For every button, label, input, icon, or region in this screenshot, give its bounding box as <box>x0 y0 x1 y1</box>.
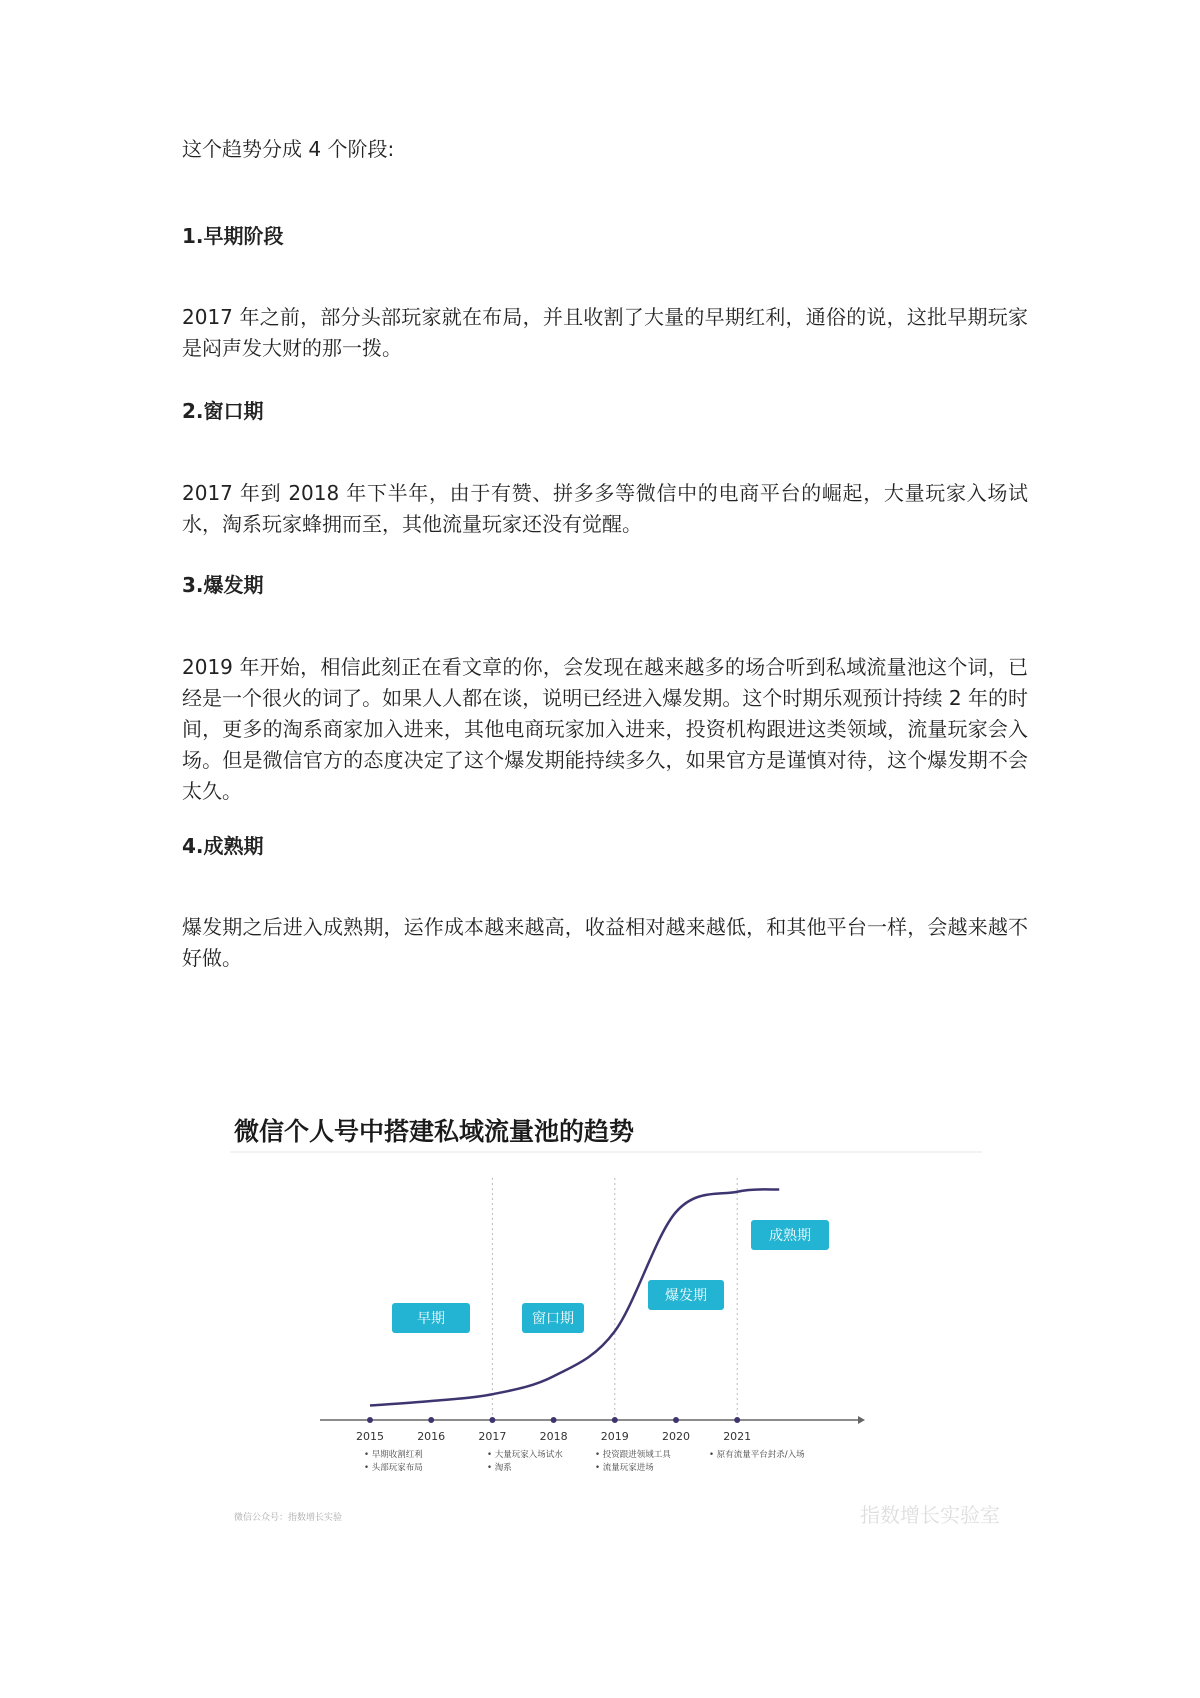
stage-label-1: 早期 <box>417 1311 445 1327</box>
section-heading-window: 2.窗口期 <box>182 399 264 423</box>
note-2017-2: • 淘系 <box>487 1463 512 1473</box>
axis-point-2016 <box>428 1417 434 1423</box>
note-2019-1: • 投资跟进领域工具 <box>595 1450 671 1460</box>
stage-box-4 <box>751 1220 829 1250</box>
axis-point-2018 <box>551 1417 557 1423</box>
note-2017-1: • 大量玩家入场试水 <box>487 1450 563 1460</box>
axis-point-2017 <box>489 1417 495 1423</box>
section-body-early: 2017 年之前，部分头部玩家就在布局，并且收割了大量的早期红利，通俗的说，这批早期玩家是闷声发大财的那一拨。 <box>182 305 1028 360</box>
stage-label-2: 窗口期 <box>532 1311 574 1327</box>
intro-text: 这个趋势分成 4 个阶段: <box>182 137 395 161</box>
stage-box-1 <box>392 1303 470 1333</box>
note-2019-2: • 流量玩家进场 <box>595 1463 654 1473</box>
chart-title: 微信个人号中搭建私域流量池的趋势 <box>234 1117 635 1146</box>
section-body-mature: 爆发期之后进入成熟期，运作成本越来越高，收益相对越来越低，和其他平台一样，会越来越不好做。 <box>182 915 1028 970</box>
stage-label-3: 爆发期 <box>665 1288 707 1304</box>
note-2015-2: • 头部玩家布局 <box>364 1463 423 1473</box>
section-heading-mature: 4.成熟期 <box>182 834 264 858</box>
axis-point-2020 <box>673 1417 679 1423</box>
chart-watermark: 指数增长实验室 <box>860 1503 1000 1527</box>
stage-box-3 <box>648 1280 724 1310</box>
axis-point-2015 <box>367 1417 373 1423</box>
note-2021-1: • 原有流量平台封杀/入场 <box>709 1450 805 1460</box>
section-heading-early: 1.早期阶段 <box>182 224 284 248</box>
tick-label-2019: 2019 <box>600 1430 629 1443</box>
section-body-window: 2017 年到 2018 年下半年，由于有赞、拼多多等微信中的电商平台的崛起，大量玩家入场试水，淘系玩家蜂拥而至，其他流量玩家还没有觉醒。 <box>182 481 1028 536</box>
axis-point-2021 <box>734 1417 740 1423</box>
section-heading-burst: 3.爆发期 <box>182 573 264 597</box>
section-body-burst: 2019 年开始，相信此刻正在看文章的你，会发现在越来越多的场合听到私域流量池这个词，已经是一个很火的词了。如果人人都在谈，说明已经进入爆发期。这个时期乐观预计持续 2 年的时间，更多的淘系商家加入进来，其他电商玩家加入进来，投资机构跟进这类领域，流量玩家会入场。但是微信官方的态度决定了这个爆发期能持续多久，如果官方是谨慎对待，这个爆发期不会太久。 <box>182 655 1028 803</box>
tick-label-2021: 2021 <box>723 1430 752 1443</box>
tick-label-2016: 2016 <box>417 1430 446 1443</box>
tick-label-2018: 2018 <box>539 1430 568 1443</box>
tick-label-2020: 2020 <box>662 1430 690 1443</box>
trend-chart-svg <box>222 1090 1028 1540</box>
stage-box-2 <box>522 1303 584 1333</box>
x-axis-arrow <box>858 1416 865 1424</box>
note-2015-1: • 早期收割红利 <box>364 1450 423 1460</box>
tick-label-2015: 2015 <box>356 1430 384 1443</box>
chart-source: 微信公众号：指数增长实验 <box>234 1513 343 1523</box>
axis-point-2019 <box>612 1417 618 1423</box>
trend-chart <box>222 1090 1028 1540</box>
tick-label-2017: 2017 <box>478 1430 507 1443</box>
stage-label-4: 成熟期 <box>769 1228 811 1244</box>
